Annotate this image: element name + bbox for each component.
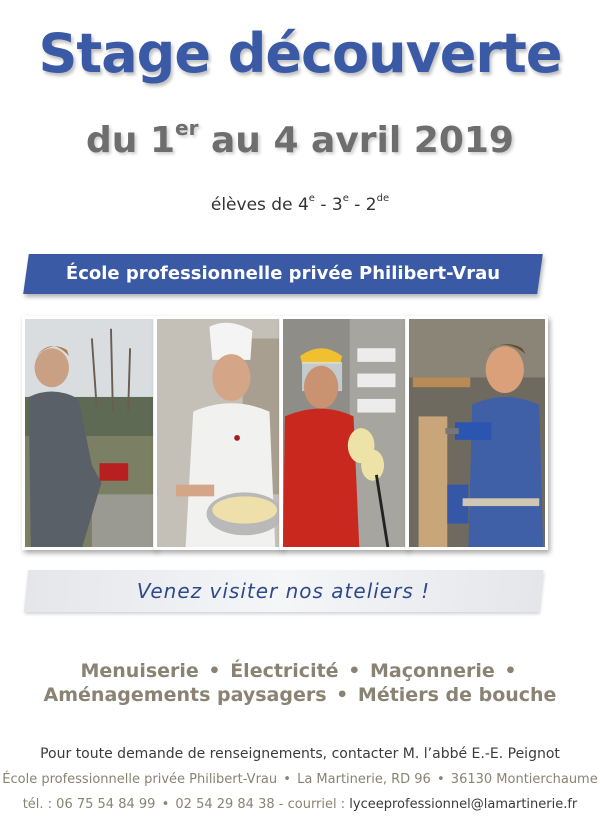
levels-line [0, 195, 600, 215]
bullet-icon: • [436, 772, 445, 787]
phone-1: tél. : 06 75 54 84 99 [22, 797, 156, 812]
address-school: École professionnelle privée Philibert-Vrau [2, 772, 278, 787]
photo-strip [22, 316, 548, 550]
levels-sup-2: e [342, 193, 349, 204]
bullet-icon: • [336, 684, 349, 706]
trade-item: Aménagements paysagers [43, 684, 327, 706]
visit-text: Venez visiter nos ateliers ! [136, 579, 431, 603]
dates-sup: er [175, 116, 199, 140]
trade-item: Métiers de bouche [357, 684, 557, 706]
bullet-icon: • [283, 772, 291, 787]
photo-kitchen-icon [154, 316, 282, 550]
levels-sup-1: e [308, 193, 315, 204]
levels-sup-3: de [376, 193, 390, 204]
dates-line [0, 116, 600, 161]
levels-sep-2: - 2 [348, 195, 377, 215]
address-line [0, 772, 600, 787]
email-label: - courriel : [278, 797, 346, 812]
trades-line-2 [0, 684, 600, 706]
bullet-icon: • [504, 660, 517, 682]
school-banner-text: École professionnelle privée Philibert-Vrau [65, 263, 501, 284]
bullet-icon: • [348, 660, 361, 682]
trade-item: Maçonnerie [369, 660, 495, 682]
phone-2: 02 54 29 84 38 [175, 797, 275, 812]
page-title: Stage découverte [38, 22, 562, 85]
photo-electrical-icon [280, 316, 408, 550]
photo-workshop-icon [406, 316, 548, 550]
levels-sep-1: - 3 [314, 195, 343, 215]
bullet-icon: • [208, 660, 221, 682]
trade-item: Menuiserie [80, 660, 199, 682]
dates-suffix: au 4 avril 2019 [211, 120, 514, 161]
address-city: 36130 Montierchaume [450, 772, 598, 787]
photo-landscape-icon [22, 316, 156, 550]
contact-line: Pour toute demande de renseignements, contacter M. l’abbé E.-E. Peignot [40, 746, 560, 762]
address-place: La Martinerie, RD 96 [297, 772, 431, 787]
email-link[interactable]: lyceeprofessionnel@lamartinerie.fr [349, 797, 578, 812]
trades-line-1 [0, 660, 600, 682]
dates-prefix: du 1 [86, 120, 176, 161]
bullet-icon: • [161, 797, 170, 812]
levels-prefix: élèves de 4 [210, 195, 309, 215]
phone-line [0, 797, 600, 812]
trade-item: Électricité [230, 660, 339, 682]
